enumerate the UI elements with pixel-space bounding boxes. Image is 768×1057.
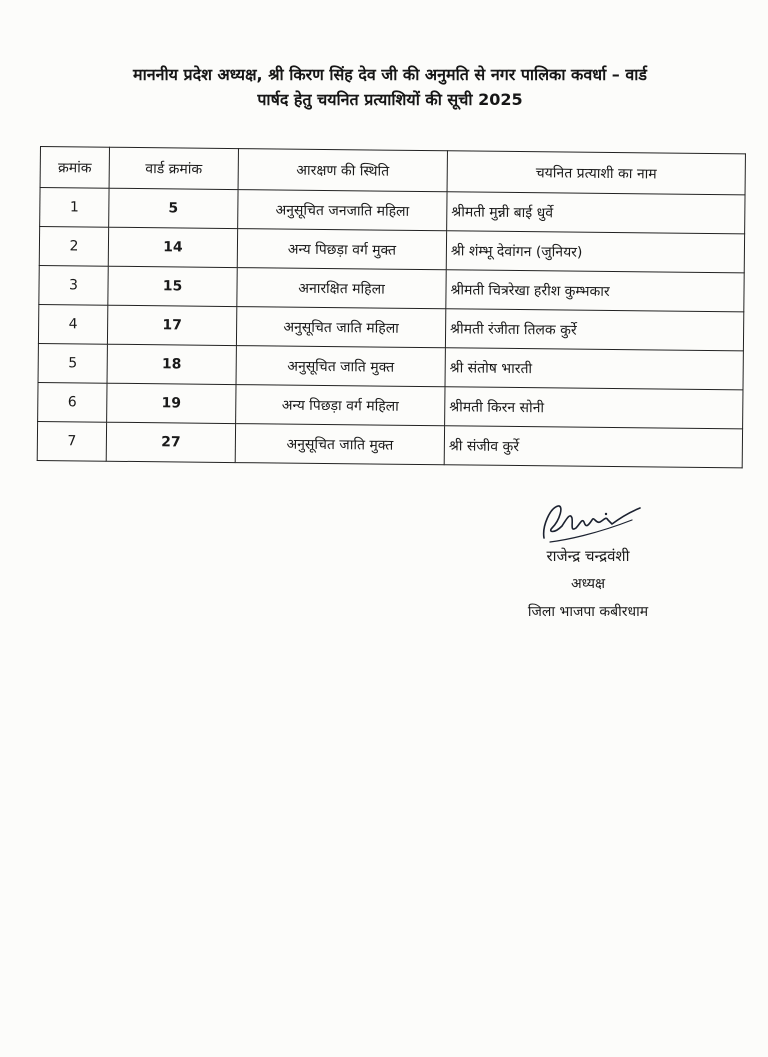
cell-serial-number: 4 [38,304,107,344]
header-candidate-name: चयनित प्रत्याशी का नाम [447,151,745,195]
candidates-table [37,146,746,468]
cell-ward-number: 15 [108,266,237,306]
header-ward-number: वार्ड क्रमांक [109,147,238,189]
cell-reservation-status: अनुसूचित जनजाति महिला [238,190,447,231]
cell-serial-number: 6 [38,382,107,422]
cell-serial-number: 7 [37,421,106,461]
cell-ward-number: 14 [108,227,237,267]
cell-reservation-status: अनारक्षित महिला [237,268,446,309]
handwritten-signature [536,498,646,550]
cell-serial-number: 5 [38,343,107,383]
header-reservation-status: आरक्षण की स्थिति [238,149,447,192]
cell-ward-number: 19 [107,383,236,423]
cell-candidate-name: श्रीमती किरन सोनी [445,387,743,429]
title-line-1: माननीय प्रदेश अध्यक्ष, श्री किरण सिंह देव जी की अनुमति से नगर पालिका कवर्धा – वार्ड [133,65,647,84]
cell-reservation-status: अन्य पिछड़ा वर्ग महिला [236,385,445,426]
cell-ward-number: 5 [109,188,238,228]
cell-reservation-status: अनुसूचित जाति महिला [236,307,445,348]
cell-serial-number: 1 [40,188,109,228]
document-title [40,62,740,112]
signatory-designation: अध्यक्ष [570,576,606,592]
cell-reservation-status: अन्य पिछड़ा वर्ग मुक्त [237,229,446,270]
cell-candidate-name: श्रीमती मुन्नी बाई धुर्वे [447,192,745,234]
cell-serial-number: 3 [39,265,108,305]
title-line-2: पार्षद हेतु चयनित प्रत्याशियों की सूची 2025 [257,90,523,109]
cell-reservation-status: अनुसूचित जाति मुक्त [236,346,445,387]
signatory-name: राजेन्द्र चन्द्रवंशी [546,547,630,565]
cell-candidate-name: श्रीमती चित्ररेखा हरीश कुम्भकार [446,270,744,312]
signatory-organization: जिला भाजपा कबीरधाम [527,604,649,620]
cell-candidate-name: श्री संजीव कुर्रे [444,426,742,468]
table-row [37,421,742,467]
cell-candidate-name: श्री शंम्भू देवांगन (जुनियर) [446,231,744,273]
signature-block [488,498,688,628]
cell-reservation-status: अनुसूचित जाति मुक्त [235,424,444,465]
cell-ward-number: 17 [107,305,236,345]
cell-ward-number: 27 [106,422,235,462]
header-serial-number: क्रमांक [40,147,109,189]
cell-candidate-name: श्रीमती रंजीता तिलक कुर्रे [445,309,743,351]
cell-ward-number: 18 [107,344,236,384]
cell-candidate-name: श्री संतोष भारती [445,348,743,390]
cell-serial-number: 2 [39,227,108,267]
